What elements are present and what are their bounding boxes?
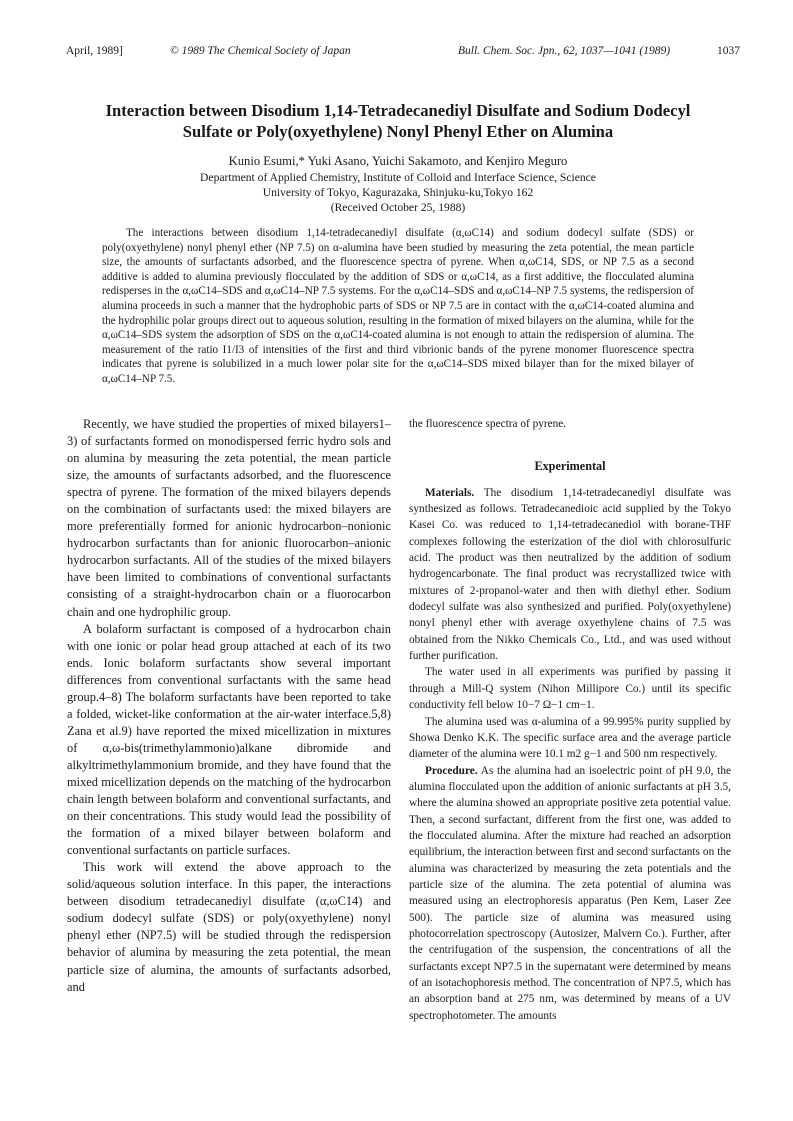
article-title: Interaction between Disodium 1,14-Tetradecanediyl Disulfate and Sodium Dodecyl Sulfate or Poly(oxyethylene) Nonyl Phenyl Ether on Alumina [105,101,691,141]
intro-paragraph-2: A bolaform surfactant is composed of a hydrocarbon chain with one ionic or polar head group attached at each of its two ends. Ionic bolaform surfactants show several important differences from conventional surfactants with the same head group.4–8) The bolaform surfactants have been reported to take a folded, wicket-like conformation at the air-water interface.5,8) Zana et al.9) have reported the mixed micellization in mixtures of α,ω-bis(trimethylammonio)alkane dibromide and alkyltrimethylammonium bromide, and they have found that the mixed micellization depends on the matching of the hydrocarbon chain length between bolaform and conventional surfactants, and on their concentrations. This study would lead the possibility of the formation of a mixed bilayer between bolaform and conventional surfactants on particle surfaces. [67,621,391,858]
abstract: The interactions between disodium 1,14-tetradecanediyl disulfate (α,ωC14) and sodium dodecyl sulfate (SDS) or poly(oxyethylene) nonyl phenyl ether (NP 7.5) on α-alumina have been studied by measuring the zeta potential, the mean particle size, the amounts of surfactants adsorbed, and the fluorescence spectra of pyrene. When α,ωC14, SDS, or NP 7.5 as a second additive is added to alumina previously flocculated by the addition of SDS or α,ωC14, as a first additive, the flocculated alumina redisperses in the α,ωC14–SDS and α,ωC14–NP 7.5 systems. For the α,ωC14–SDS and α,ωC14–NP 7.5 systems, the redispersion of alumina proceeds in such a manner that the hydrophobic parts of SDS or NP 7.5 are in contact with the α,ωC14-coated alumina and the hydrophilic polar groups direct out to aqueous solution, resulting in the formation of mixed bilayers on the alumina, while for the α,ωC14–SDS system the adsorption of SDS on the α,ωC14-coated alumina is not enough to attain the redispersion of alumina. The measurement of the ratio I1/I3 of intensities of the first and third vibrionic bands of the pyrene monomer fluorescence spectra indicates that pyrene is solubilized in a much lower polar site for the α,ωC14–SDS mixed bilayer than for the mixed bilayer of α,ωC14–NP 7.5. [102,227,694,385]
intro-paragraph-1: Recently, we have studied the properties of mixed bilayers1–3) of surfactants formed on monodispersed ferric hydro sols and on alumina by measuring the zeta potential, the mean particle size, the amounts of surfactants adsorbed, and the fluorescence spectra of pyrene. The formation of the mixed bilayers depends on the combination of surfactants used: the mixed bilayers are more preferentially formed for anionic hydrocarbon–nonionic hydrocarbon surfactants than for anionic fluorocarbon–anionic hydrocarbon surfactants. All of the studies of the mixed bilayers have been limited to combinations of conventional surfactants consisting of a straight-hydrocarbon chain or a fluorocarbon chain and one hydrophilic group. [67,417,391,619]
received-date: (Received October 25, 1988) [330,201,466,214]
water-paragraph: The water used in all experiments was purified by passing it through a Mill-Q system (Nihon Millipore Co.) until its specific conductivity fell below 10−7 Ω−1 cm−1. [409,666,731,712]
running-header [66,45,740,61]
affiliation-line-2: University of Tokyo, Kagurazaka, Shinjuku-ku,Tokyo 162 [262,186,534,199]
journal-citation: Bull. Chem. Soc. Jpn., 62, 1037—1041 (1989) [458,45,671,57]
page-number: 1037 [717,45,740,57]
issue-date: April, 1989] [66,45,123,57]
procedure-paragraph [409,763,731,1025]
left-column [67,416,391,996]
section-heading-experimental: Experimental [534,459,606,474]
materials-label: Materials. [425,486,475,499]
materials-text: The disodium 1,14-tetradecanediyl disulfate was synthesized as follows. Tetradecanedioic acid supplied by the Tokyo Kasei Co. was reduced to 1,14-tetradecanediol with borane-THF complexes following the esterization of the diol with chlorosulfuric acid. The product was then neutralized by the addition of sodium hydrogencarbonate. The final product was recrystallized twice with mixtures of 2-propanol-water and then with diethyl ether. Sodium dodecyl sulfate was also synthesized and purified. Poly(oxyethylene) nonyl phenyl ether with average oxyethylene chains of 7.5 was obtained from the Nikko Chemicals Co., Ltd., and was used without further purification. [409,486,731,663]
procedure-text: As the alumina had an isoelectric point of pH 9.0, the alumina flocculated upon the addition of anionic surfactants at pH 3.5, where the alumina showed an appropriate positive zeta potential value. Then, a second surfactant, different from the first one, was added to the flocculated alumina. After the mixture had reached an adsorption equilibrium, the interaction between first and second surfactants on the alumina was characterized by measuring the zeta potentials and the particle size of the alumina. The zeta potential of alumina was measured using an electrophoresis apparatus (Pen Kem, Laser Zee 500). The particle size of alumina was measured using photocorrelation spectroscopy (Autosizer, Malvern Co.). Further, after the centrifugation of the suspension, the concentrations of all the surfactants except NP7.5 in the supernatant were determined by means of an isotachophoresis method. The concentration of NP7.5, which has an absorption band at 275 nm, was determined by means of a UV spectrophotometer. The amounts [409,764,731,1022]
affiliation-block [80,170,716,215]
procedure-label: Procedure. [425,764,478,777]
alumina-paragraph: The alumina used was α-alumina of a 99.995% purity supplied by Showa Denko K.K. The specific surface area and the average particle diameter of the alumina were 10.1 m2 g−1 and 500 nm respectively. [409,715,731,761]
author-list: Kunio Esumi,* Yuki Asano, Yuichi Sakamoto, and Kenjiro Meguro [228,154,568,168]
intro-paragraph-3: This work will extend the above approach to the solid/aqueous solution interface. In this paper, the interactions between disodium tetradecanediyl disulfate (α,ωC14) and sodium dodecyl sulfate (SDS) or poly(oxyethylene) nonyl phenyl ether (NP7.5) will be studied through the redispersion behavior of alumina by measuring the zeta potential, the mean particle size of alumina, the amounts of surfactants adsorbed, and [67,860,391,994]
intro-continuation: the fluorescence spectra of pyrene. [409,418,567,430]
affiliation-line-1: Department of Applied Chemistry, Institute of Colloid and Interface Science, Science [200,171,596,184]
copyright-notice: © 1989 The Chemical Society of Japan [170,45,351,57]
materials-paragraph [409,485,731,665]
right-column [409,416,731,1024]
